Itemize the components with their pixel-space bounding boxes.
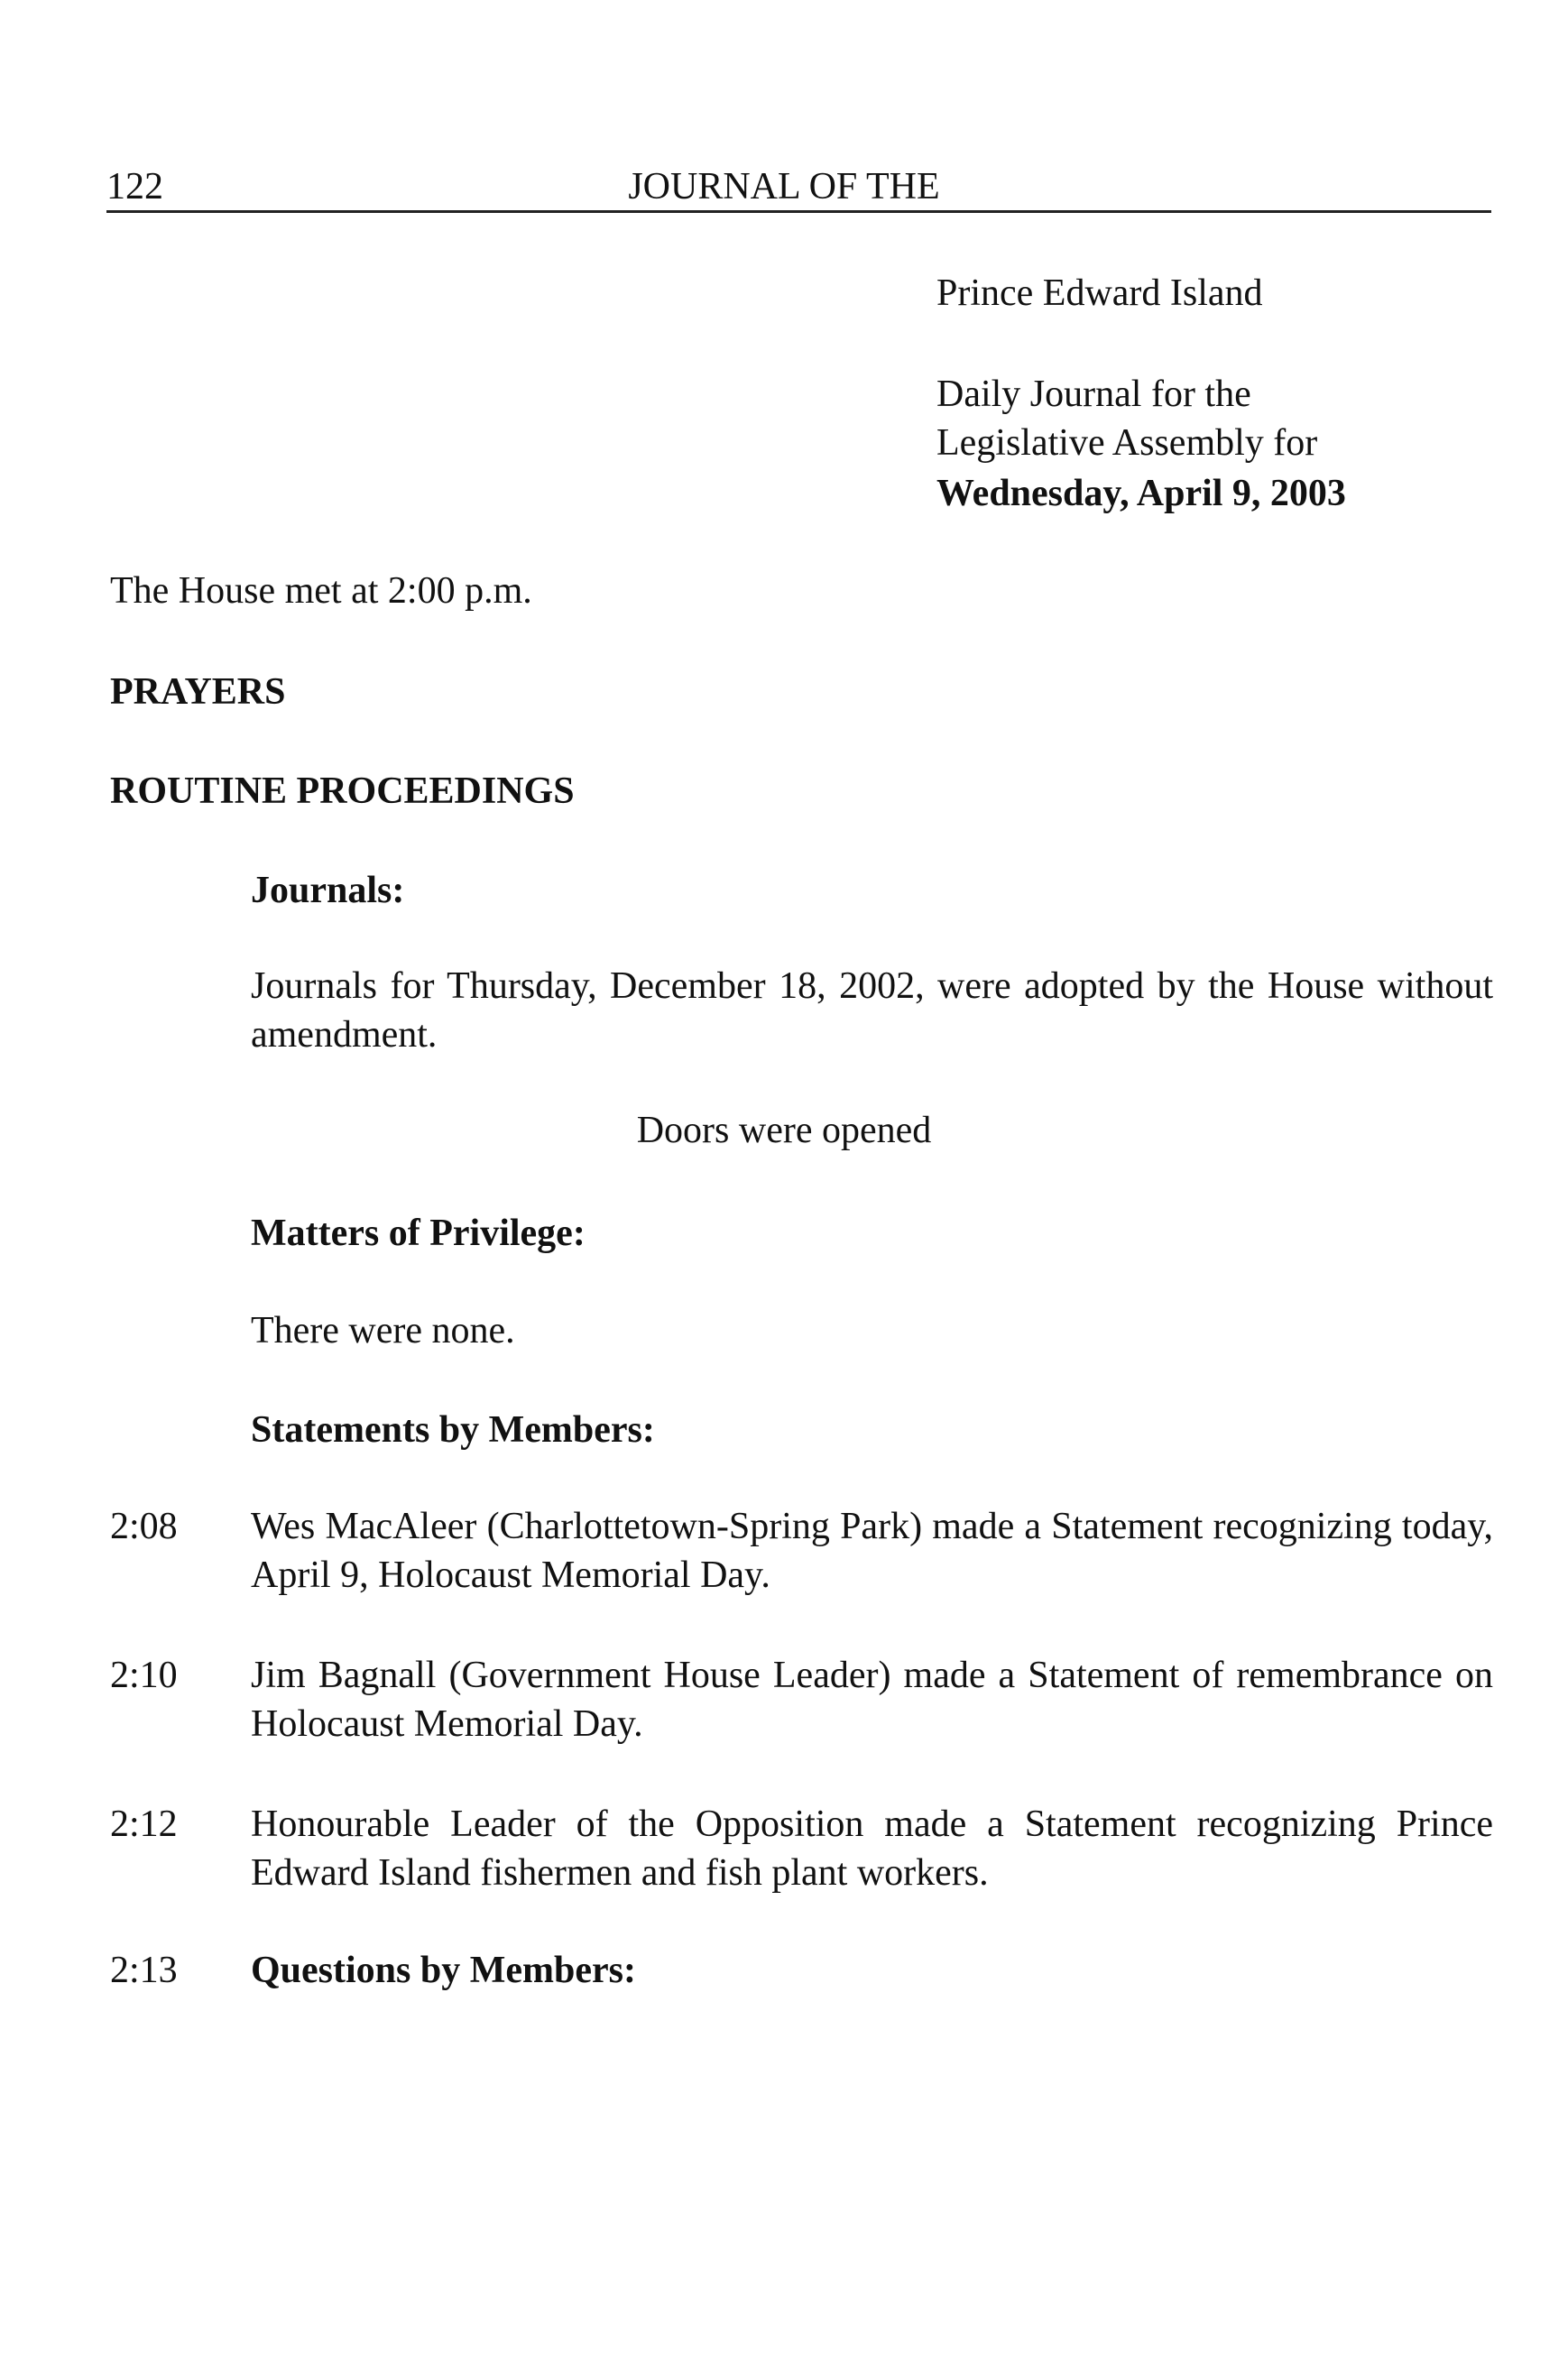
house-met-statement: The House met at 2:00 p.m. [110, 570, 532, 612]
routine-proceedings-heading: ROUTINE PROCEEDINGS [110, 770, 575, 812]
journals-heading: Journals: [251, 870, 405, 911]
prayers-heading: PRAYERS [110, 671, 286, 713]
running-head: JOURNAL OF THE [628, 166, 940, 208]
entry-text: Honourable Leader of the Opposition made a Statement recognizing Prince Edward Island fishermen and fish plant workers. [251, 1803, 1493, 1894]
entry-time: 2:12 [110, 1803, 178, 1845]
page-number: 122 [106, 166, 163, 208]
journal-title-line1: Daily Journal for the [936, 374, 1251, 415]
entry-time: 2:13 [110, 1950, 178, 1991]
journals-paragraph: Journals for Thursday, December 18, 2002, were adopted by the House without amendment. [251, 965, 1493, 1056]
journal-date: Wednesday, April 9, 2003 [936, 473, 1346, 514]
privilege-heading: Matters of Privilege: [251, 1213, 586, 1254]
doors-opened-note: Doors were opened [636, 1110, 932, 1151]
entry-time: 2:08 [110, 1506, 178, 1547]
entry-text: Wes MacAleer (Charlottetown-Spring Park) made a Statement recognizing today, April 9, Holocaust Memorial Day. [251, 1506, 1493, 1596]
statements-heading: Statements by Members: [251, 1409, 655, 1451]
entry-text: Jim Bagnall (Government House Leader) made a Statement of remembrance on Holocaust Memorial Day. [251, 1655, 1493, 1745]
header-rule [106, 210, 1491, 213]
journal-title-line2: Legislative Assembly for [936, 422, 1318, 464]
province-name: Prince Edward Island [936, 272, 1263, 314]
entry-time: 2:10 [110, 1655, 178, 1696]
questions-heading: Questions by Members: [251, 1950, 636, 1991]
privilege-text: There were none. [251, 1310, 515, 1351]
